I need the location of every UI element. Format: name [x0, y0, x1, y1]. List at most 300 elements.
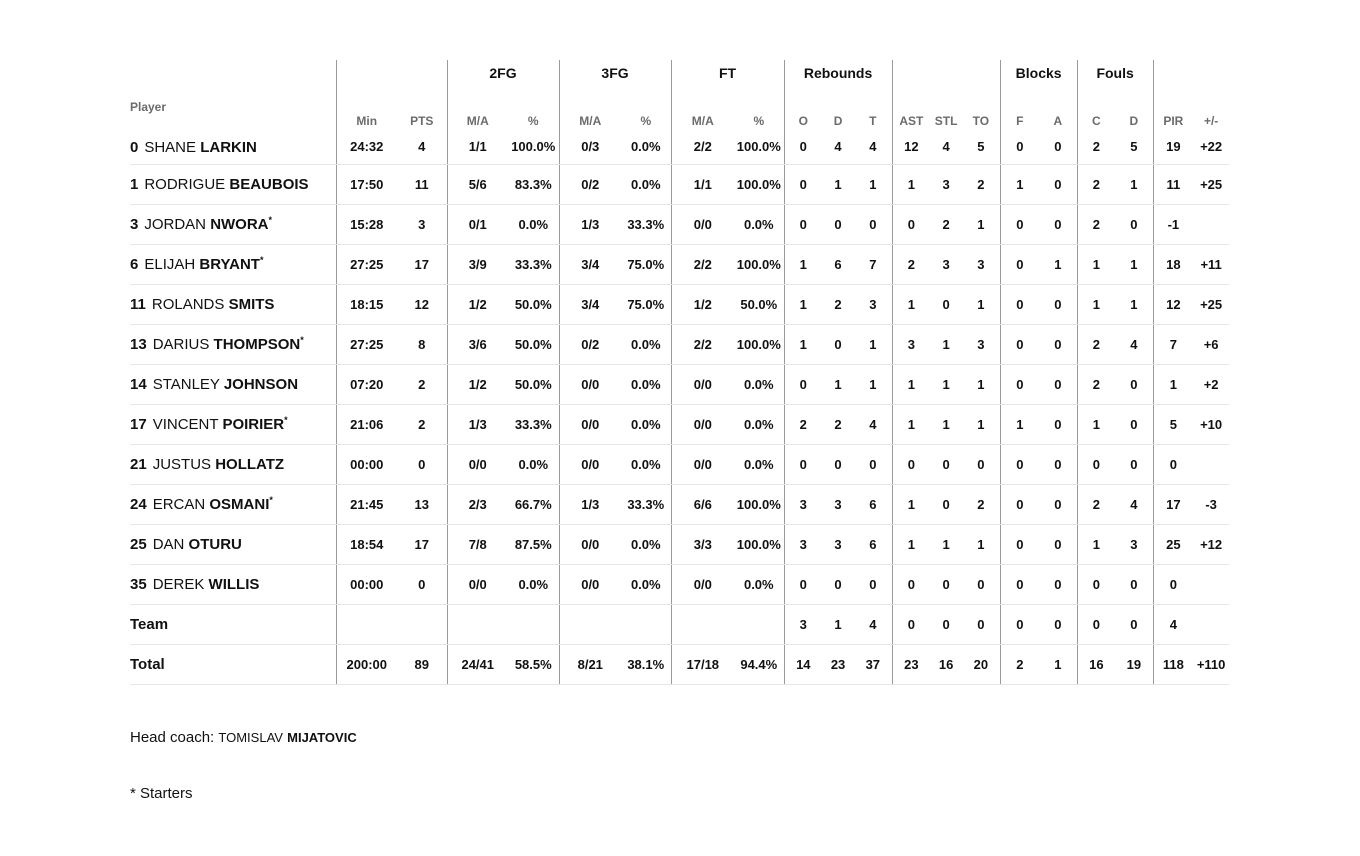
- stat-fg2-pct: 87.5%: [508, 524, 559, 564]
- starter-marker: *: [269, 495, 273, 505]
- player-last-name: OSMANI: [209, 496, 270, 513]
- stat-blk-a: 0: [1039, 404, 1077, 444]
- stat-foul-c: 2: [1077, 364, 1115, 404]
- stat-pir: 7: [1153, 324, 1193, 364]
- col-3fg-ma: M/A: [559, 86, 621, 130]
- stat-pts: [397, 604, 447, 644]
- stat-foul-c: 1: [1077, 524, 1115, 564]
- stat-stl: 0: [930, 564, 962, 604]
- stat-ft-ma: 2/2: [671, 244, 734, 284]
- stat-reb-t: 3: [854, 284, 892, 324]
- stat-fg2-pct: 0.0%: [508, 564, 559, 604]
- player-name[interactable]: [130, 484, 336, 524]
- player-name[interactable]: [130, 324, 336, 364]
- stat-reb-o: 14: [784, 644, 822, 684]
- stat-pts: 4: [397, 130, 447, 164]
- stat-fg3-ma: 0/0: [559, 564, 621, 604]
- stat-reb-t: 0: [854, 564, 892, 604]
- player-row[interactable]: [130, 244, 1229, 284]
- stat-fg3-ma: 3/4: [559, 244, 621, 284]
- stat-ast: 0: [892, 204, 930, 244]
- stat-stl: 0: [930, 484, 962, 524]
- stat-blk-a: 0: [1039, 130, 1077, 164]
- boxscore-body: [130, 130, 1229, 684]
- stat-min: 24:32: [336, 130, 397, 164]
- stat-to: 1: [962, 524, 1000, 564]
- stat-pir: 0: [1153, 444, 1193, 484]
- player-first-name: SHANE: [144, 138, 197, 156]
- stat-ft-ma: 0/0: [671, 444, 734, 484]
- stat-stl: 0: [930, 284, 962, 324]
- stat-fg3-pct: 75.0%: [621, 284, 671, 324]
- stat-fg3-pct: 0.0%: [621, 404, 671, 444]
- stat-pir: 12: [1153, 284, 1193, 324]
- stat-reb-t: 6: [854, 524, 892, 564]
- stat-pts: 0: [397, 564, 447, 604]
- player-name[interactable]: [130, 284, 336, 324]
- stat-to: 1: [962, 364, 1000, 404]
- stat-fg3-ma: 0/3: [559, 130, 621, 164]
- player-last-name: LARKIN: [200, 138, 257, 156]
- col-foul-d: D: [1129, 114, 1139, 128]
- stat-pm: +12: [1193, 524, 1229, 564]
- stat-min: 00:00: [336, 444, 397, 484]
- stat-to: 1: [962, 404, 1000, 444]
- stat-pm: [1193, 204, 1229, 244]
- stat-fg2-pct: 50.0%: [508, 324, 559, 364]
- group-header-row: [130, 60, 1229, 86]
- stat-foul-c: 2: [1077, 204, 1115, 244]
- stat-blk-a: 0: [1039, 524, 1077, 564]
- stat-reb-d: 3: [822, 524, 854, 564]
- stat-reb-o: 0: [784, 564, 822, 604]
- stat-stl: 0: [930, 604, 962, 644]
- stat-fg3-ma: 1/3: [559, 484, 621, 524]
- player-number: 3: [130, 216, 139, 233]
- stat-min: 21:45: [336, 484, 397, 524]
- player-first-name: JUSTUS: [152, 456, 212, 473]
- stat-ft-pct: 100.0%: [734, 524, 784, 564]
- stat-pir: 17: [1153, 484, 1193, 524]
- col-reb-o: O: [784, 86, 822, 130]
- stat-blk-a: 0: [1039, 164, 1077, 204]
- player-last-name: POIRIER: [222, 416, 285, 433]
- head-coach-first-name: TOMISLAV: [218, 730, 283, 745]
- stat-min: 00:00: [336, 564, 397, 604]
- group-fouls: Fouls: [1077, 60, 1153, 86]
- col-2fg-pct: %: [527, 114, 539, 128]
- stat-reb-t: 0: [854, 444, 892, 484]
- player-number: 24: [130, 496, 147, 513]
- player-row[interactable]: [130, 284, 1229, 324]
- stat-pir: 0: [1153, 564, 1193, 604]
- stat-pts: 11: [397, 164, 447, 204]
- stat-blk-f: 0: [1000, 604, 1039, 644]
- stat-reb-o: 1: [784, 244, 822, 284]
- stat-fg3-pct: 0.0%: [621, 324, 671, 364]
- player-row[interactable]: [130, 404, 1229, 444]
- stat-pts: 89: [397, 644, 447, 684]
- stat-fg2-pct: 33.3%: [508, 244, 559, 284]
- stat-fg2-ma: 5/6: [447, 164, 508, 204]
- stat-stl: 1: [930, 524, 962, 564]
- stat-fg3-ma: 0/0: [559, 404, 621, 444]
- player-name[interactable]: [130, 244, 336, 284]
- stat-fg3-pct: 0.0%: [621, 524, 671, 564]
- stat-fg3-ma: 1/3: [559, 204, 621, 244]
- stat-fg3-pct: 0.0%: [621, 130, 671, 164]
- stat-reb-t: 6: [854, 484, 892, 524]
- player-name[interactable]: [130, 364, 336, 404]
- stat-min: 27:25: [336, 244, 397, 284]
- boxscore: [130, 60, 1229, 685]
- stat-blk-a: 0: [1039, 204, 1077, 244]
- stat-fg3-ma: 0/0: [559, 444, 621, 484]
- player-last-name: WILLIS: [208, 576, 260, 593]
- stat-min: 07:20: [336, 364, 397, 404]
- player-first-name: DEREK: [152, 576, 205, 593]
- stat-ft-ma: 17/18: [671, 644, 734, 684]
- player-last-name: JOHNSON: [223, 376, 299, 393]
- group-3fg: 3FG: [559, 60, 671, 86]
- player-first-name: ELIJAH: [144, 256, 196, 273]
- stat-min: 17:50: [336, 164, 397, 204]
- stat-fg2-ma: 0/1: [447, 204, 508, 244]
- player-name[interactable]: [130, 564, 336, 604]
- stat-foul-d: 3: [1115, 524, 1153, 564]
- stat-fg2-pct: 50.0%: [508, 364, 559, 404]
- stat-blk-a: 0: [1039, 484, 1077, 524]
- stat-ast: 1: [892, 524, 930, 564]
- stat-pts: 12: [397, 284, 447, 324]
- stat-ast: 12: [892, 130, 930, 164]
- stat-fg2-pct: 33.3%: [508, 404, 559, 444]
- col-foul-c: C: [1077, 86, 1115, 130]
- stat-ft-pct: [734, 604, 784, 644]
- stat-reb-o: 1: [784, 284, 822, 324]
- stat-blk-a: 1: [1039, 644, 1077, 684]
- player-name[interactable]: [130, 204, 336, 244]
- player-number: 0: [130, 138, 139, 156]
- stat-pir: 5: [1153, 404, 1193, 444]
- col-reb-d: D: [833, 114, 843, 128]
- stat-foul-c: 0: [1077, 444, 1115, 484]
- col-to: TO: [972, 114, 990, 128]
- stat-stl: 4: [930, 130, 962, 164]
- stat-ft-ma: 1/2: [671, 284, 734, 324]
- starter-marker: *: [300, 335, 304, 345]
- stat-ft-ma: 0/0: [671, 404, 734, 444]
- column-header-row: [130, 86, 1229, 130]
- stat-ft-ma: 0/0: [671, 204, 734, 244]
- total-label: Total: [130, 644, 336, 684]
- player-last-name: OTURU: [188, 536, 242, 553]
- stat-pir: 19: [1153, 130, 1193, 164]
- stat-reb-o: 0: [784, 130, 822, 164]
- stat-pm: +2: [1193, 364, 1229, 404]
- stat-fg3-pct: 33.3%: [621, 484, 671, 524]
- stat-foul-c: 0: [1077, 564, 1115, 604]
- stat-ft-pct: 100.0%: [734, 164, 784, 204]
- stat-fg2-ma: 7/8: [447, 524, 508, 564]
- stat-pm: +25: [1193, 164, 1229, 204]
- stat-ft-pct: 0.0%: [734, 364, 784, 404]
- player-first-name: STANLEY: [152, 376, 220, 393]
- col-ast: AST: [892, 86, 930, 130]
- stat-reb-d: 3: [822, 484, 854, 524]
- stat-pm: +11: [1193, 244, 1229, 284]
- group-rebounds: Rebounds: [784, 60, 892, 86]
- stat-fg3-pct: 0.0%: [621, 364, 671, 404]
- stat-ast: 0: [892, 444, 930, 484]
- stat-blk-f: 0: [1000, 524, 1039, 564]
- stat-pts: 2: [397, 404, 447, 444]
- player-number: 21: [130, 456, 147, 473]
- player-last-name: BRYANT: [199, 256, 260, 273]
- stat-pir: 18: [1153, 244, 1193, 284]
- stat-reb-d: 1: [822, 604, 854, 644]
- stat-fg3-ma: [559, 604, 621, 644]
- stat-fg2-pct: 100.0%: [508, 130, 559, 164]
- stat-blk-f: 0: [1000, 244, 1039, 284]
- stat-fg2-ma: 1/1: [447, 130, 508, 164]
- stat-pm: +22: [1193, 130, 1229, 164]
- stat-fg3-ma: 0/2: [559, 324, 621, 364]
- player-name[interactable]: [130, 524, 336, 564]
- stat-stl: 16: [930, 644, 962, 684]
- stat-to: 0: [962, 564, 1000, 604]
- player-row[interactable]: [130, 524, 1229, 564]
- starter-marker: *: [268, 215, 273, 225]
- stat-pts: 17: [397, 524, 447, 564]
- col-3fg-pct: %: [640, 114, 652, 128]
- player-row[interactable]: [130, 204, 1229, 244]
- stat-stl: 1: [930, 364, 962, 404]
- stat-blk-a: 0: [1039, 324, 1077, 364]
- player-number: 35: [130, 576, 147, 593]
- stat-ft-pct: 100.0%: [734, 484, 784, 524]
- stat-fg3-pct: 38.1%: [621, 644, 671, 684]
- stat-ast: 1: [892, 164, 930, 204]
- stat-foul-d: 1: [1115, 164, 1153, 204]
- stat-foul-d: 0: [1115, 204, 1153, 244]
- group-2fg: 2FG: [447, 60, 559, 86]
- stat-ft-ma: 0/0: [671, 364, 734, 404]
- stat-blk-f: 0: [1000, 130, 1039, 164]
- stat-reb-d: 2: [822, 284, 854, 324]
- stat-blk-a: 0: [1039, 284, 1077, 324]
- stat-ft-pct: 0.0%: [734, 404, 784, 444]
- stat-ft-ma: 0/0: [671, 564, 734, 604]
- stat-ft-pct: 94.4%: [734, 644, 784, 684]
- stat-fg2-pct: 0.0%: [508, 444, 559, 484]
- stat-pir: 118: [1153, 644, 1193, 684]
- stat-foul-c: 1: [1077, 284, 1115, 324]
- team-label: Team: [130, 604, 336, 644]
- col-2fg-ma: M/A: [447, 86, 508, 130]
- stat-blk-f: 0: [1000, 444, 1039, 484]
- stat-ft-pct: 50.0%: [734, 284, 784, 324]
- stat-stl: 0: [930, 444, 962, 484]
- stat-to: 3: [962, 244, 1000, 284]
- stat-fg2-ma: 3/6: [447, 324, 508, 364]
- stat-pm: +10: [1193, 404, 1229, 444]
- stat-ast: 23: [892, 644, 930, 684]
- group-blocks: Blocks: [1000, 60, 1077, 86]
- stat-foul-c: 2: [1077, 324, 1115, 364]
- player-row[interactable]: [130, 130, 1229, 164]
- stat-reb-d: 23: [822, 644, 854, 684]
- player-number: 6: [130, 256, 139, 273]
- stat-reb-o: 0: [784, 444, 822, 484]
- player-row[interactable]: [130, 324, 1229, 364]
- stat-pir: 25: [1153, 524, 1193, 564]
- stat-reb-d: 2: [822, 404, 854, 444]
- stat-ft-pct: 0.0%: [734, 564, 784, 604]
- stat-blk-f: 0: [1000, 204, 1039, 244]
- stat-reb-d: 4: [822, 130, 854, 164]
- stat-foul-c: 2: [1077, 164, 1115, 204]
- player-name[interactable]: [130, 130, 336, 164]
- stat-pts: 17: [397, 244, 447, 284]
- stat-fg3-ma: 0/0: [559, 364, 621, 404]
- stat-pir: 4: [1153, 604, 1193, 644]
- stat-reb-d: 1: [822, 164, 854, 204]
- player-row[interactable]: [130, 484, 1229, 524]
- stat-fg2-ma: 24/41: [447, 644, 508, 684]
- stat-foul-c: 2: [1077, 130, 1115, 164]
- stat-to: 0: [962, 604, 1000, 644]
- stat-pts: 8: [397, 324, 447, 364]
- stat-ft-ma: 1/1: [671, 164, 734, 204]
- stat-ft-pct: 0.0%: [734, 204, 784, 244]
- stat-foul-d: 0: [1115, 604, 1153, 644]
- col-reb-t: T: [869, 114, 877, 128]
- team-row: [130, 604, 1229, 644]
- stat-reb-t: 1: [854, 164, 892, 204]
- stat-to: 2: [962, 164, 1000, 204]
- stat-min: 27:25: [336, 324, 397, 364]
- stat-fg2-ma: [447, 604, 508, 644]
- stat-foul-c: 0: [1077, 604, 1115, 644]
- player-first-name: VINCENT: [152, 416, 219, 433]
- stat-ast: 2: [892, 244, 930, 284]
- stat-min: [336, 604, 397, 644]
- group-ft: FT: [671, 60, 784, 86]
- player-number: 14: [130, 376, 147, 393]
- stat-reb-t: 1: [854, 324, 892, 364]
- stat-reb-o: 3: [784, 604, 822, 644]
- stat-ast: 1: [892, 284, 930, 324]
- stat-reb-d: 0: [822, 564, 854, 604]
- starter-marker: *: [259, 255, 264, 265]
- stat-pm: -3: [1193, 484, 1229, 524]
- stat-blk-f: 0: [1000, 484, 1039, 524]
- col-stl: STL: [934, 114, 958, 128]
- stat-fg2-pct: 50.0%: [508, 284, 559, 324]
- stat-ft-pct: 100.0%: [734, 130, 784, 164]
- stat-reb-t: 1: [854, 364, 892, 404]
- player-number: 13: [130, 336, 147, 353]
- player-name[interactable]: [130, 444, 336, 484]
- player-first-name: RODRIGUE: [144, 176, 226, 193]
- stat-ft-pct: 100.0%: [734, 244, 784, 284]
- stat-blk-f: 1: [1000, 164, 1039, 204]
- stat-fg2-pct: [508, 604, 559, 644]
- player-row[interactable]: [130, 364, 1229, 404]
- stat-reb-t: 37: [854, 644, 892, 684]
- player-number: 1: [130, 176, 139, 193]
- stat-reb-o: 0: [784, 364, 822, 404]
- player-first-name: JORDAN: [144, 216, 207, 233]
- stat-reb-d: 0: [822, 204, 854, 244]
- stat-pts: 3: [397, 204, 447, 244]
- stat-stl: 3: [930, 164, 962, 204]
- stat-reb-t: 0: [854, 204, 892, 244]
- stat-stl: 3: [930, 244, 962, 284]
- player-row[interactable]: [130, 444, 1229, 484]
- col-ft-ma: M/A: [671, 86, 734, 130]
- stat-foul-d: 1: [1115, 244, 1153, 284]
- stat-fg2-ma: 1/2: [447, 364, 508, 404]
- stat-stl: 2: [930, 204, 962, 244]
- stat-fg2-pct: 66.7%: [508, 484, 559, 524]
- head-coach-last-name: MIJATOVIC: [287, 730, 357, 745]
- col-blk-f: F: [1000, 86, 1039, 130]
- player-first-name: ROLANDS: [151, 296, 225, 313]
- stat-pir: 1: [1153, 364, 1193, 404]
- stat-pm: +25: [1193, 284, 1229, 324]
- stat-fg3-ma: 3/4: [559, 284, 621, 324]
- stat-reb-d: 1: [822, 364, 854, 404]
- total-row: [130, 644, 1229, 684]
- stat-foul-d: 5: [1115, 130, 1153, 164]
- player-number: 25: [130, 536, 147, 553]
- stat-foul-d: 1: [1115, 284, 1153, 324]
- stat-to: 20: [962, 644, 1000, 684]
- stat-reb-o: 3: [784, 524, 822, 564]
- stat-ast: 0: [892, 564, 930, 604]
- player-name[interactable]: [130, 404, 336, 444]
- stat-reb-d: 6: [822, 244, 854, 284]
- stat-foul-d: 0: [1115, 564, 1153, 604]
- col-player: Player: [130, 100, 167, 114]
- player-row[interactable]: [130, 564, 1229, 604]
- stat-blk-a: 0: [1039, 364, 1077, 404]
- stat-blk-f: 0: [1000, 284, 1039, 324]
- player-name[interactable]: [130, 164, 336, 204]
- stat-fg2-ma: 1/3: [447, 404, 508, 444]
- stat-foul-d: 0: [1115, 364, 1153, 404]
- player-last-name: NWORA: [210, 216, 269, 233]
- col-ft-pct: %: [753, 114, 765, 128]
- stat-fg2-ma: 1/2: [447, 284, 508, 324]
- col-plus-minus: +/-: [1203, 114, 1219, 128]
- stat-reb-o: 2: [784, 404, 822, 444]
- stat-stl: 1: [930, 324, 962, 364]
- player-row[interactable]: [130, 164, 1229, 204]
- stat-blk-f: 0: [1000, 324, 1039, 364]
- stat-foul-d: 0: [1115, 404, 1153, 444]
- stat-pts: 13: [397, 484, 447, 524]
- stat-foul-d: 0: [1115, 444, 1153, 484]
- stat-ast: 1: [892, 484, 930, 524]
- stat-ft-ma: 3/3: [671, 524, 734, 564]
- stat-to: 5: [962, 130, 1000, 164]
- stat-to: 2: [962, 484, 1000, 524]
- stat-to: 1: [962, 204, 1000, 244]
- stat-pts: 2: [397, 364, 447, 404]
